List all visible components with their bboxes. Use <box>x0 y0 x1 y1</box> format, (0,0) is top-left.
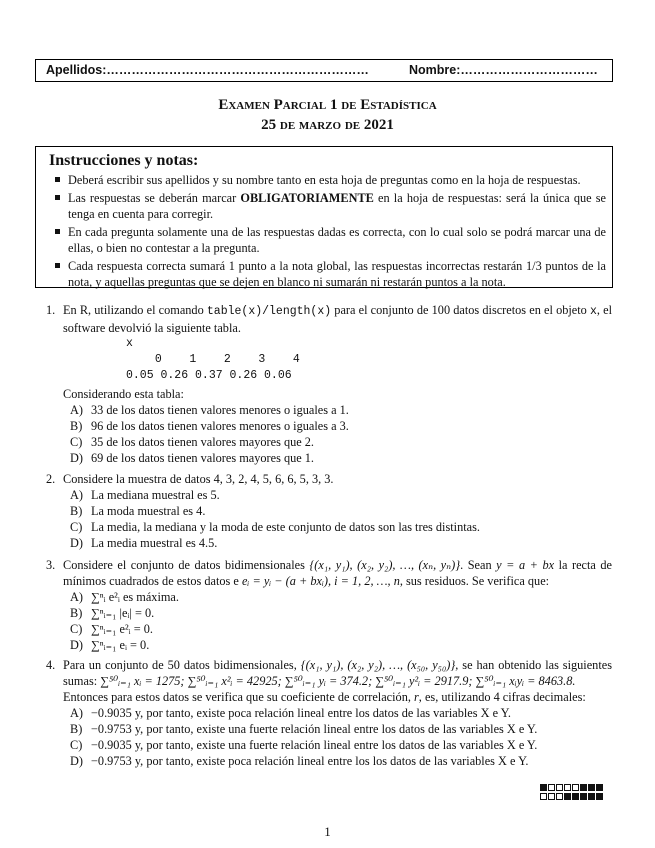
options <box>70 487 612 551</box>
code-row <box>540 784 603 791</box>
bullet-icon <box>55 177 60 182</box>
code-square <box>588 793 595 800</box>
code-square <box>596 793 603 800</box>
code-square <box>572 793 579 800</box>
options <box>70 705 612 769</box>
page-number: 1 <box>324 824 331 839</box>
question-4 <box>46 657 612 769</box>
question-2 <box>46 471 612 551</box>
option-c[interactable]: C) −0.9035 y, por tanto, existe una fuerte relación lineal entre los datos de las variables X e Y. <box>70 738 538 752</box>
question-stem-2: Entonces para estos datos se verifica que su coeficiente de correlación, r, es, utilizando 4 cifras decimales: <box>63 690 586 704</box>
bullet-icon <box>55 195 60 200</box>
options <box>70 589 612 653</box>
instruction-item: Deberá escribir sus apellidos y su nombre tanto en esta hoja de preguntas como en la hoja de respuestas. <box>49 172 606 188</box>
option-c[interactable]: C) La media, la mediana y la moda de este conjunto de datos son las tres distintas. <box>70 520 480 534</box>
question-3 <box>46 557 612 653</box>
option-a[interactable]: A) −0.9035 y, por tanto, existe poca relación lineal entre los datos de las variables X e Y. <box>70 706 512 720</box>
code-square <box>564 793 571 800</box>
code-square <box>596 784 603 791</box>
option-a[interactable]: A) 33 de los datos tienen valores menores o iguales a 1. <box>70 403 349 417</box>
question-note: Considerando esta tabla: <box>63 387 184 401</box>
option-d[interactable]: D) La media muestral es 4.5. <box>70 536 218 550</box>
option-b[interactable]: B) −0.9753 y, por tanto, existe una fuerte relación lineal entre los datos de las variables X e Y. <box>70 722 538 736</box>
option-b[interactable]: B) ∑ⁿᵢ₌₁ |eᵢ| = 0. <box>70 606 155 620</box>
code-square <box>556 793 563 800</box>
question-stem: Considere el conjunto de datos bidimensionales {(x₁, y₁), (x₂, y₂), …, (xₙ, yₙ)}. Sean y = a + bx la recta de mínimos cuadrados de estos datos e eᵢ = yᵢ − (a + bxᵢ), i = 1, 2, …, n, sus residuos. Se verifica que: <box>63 558 612 588</box>
bullet-icon <box>55 229 60 234</box>
code-square <box>564 784 571 791</box>
option-c[interactable]: C) 35 de los datos tienen valores mayores que 2. <box>70 435 314 449</box>
frequency-table: x 0 1 2 3 4 0.05 0.26 0.37 0.26 0.06 <box>126 337 300 382</box>
nombre-field[interactable]: Nombre:…………………………… <box>409 63 598 77</box>
instructions-box <box>35 146 613 288</box>
exam-title: Examen Parcial 1 de Estadística <box>218 97 437 113</box>
question-number: 4. <box>46 658 56 672</box>
instruction-item: Cada respuesta correcta sumará 1 punto a la nota global, las respuestas incorrectas restarán 1/3 puntos de la nota, y aquellas preguntas que se dejen en blanco ni sumarán ni restarán puntos a la nota. <box>49 258 606 290</box>
options <box>70 402 612 466</box>
instruction-item: En cada pregunta solamente una de las respuestas dadas es correcta, con lo cual solo se podrá marcar una de ellas, o bien no contestar a la pregunta. <box>49 224 606 256</box>
option-b[interactable]: B) 96 de los datos tienen valores menores o iguales a 3. <box>70 419 349 433</box>
code-square <box>572 784 579 791</box>
option-a[interactable]: A) La mediana muestral es 5. <box>70 488 220 502</box>
code-square <box>548 784 555 791</box>
exam-date: 25 de marzo de 2021 <box>261 117 394 133</box>
option-b[interactable]: B) La moda muestral es 4. <box>70 504 206 518</box>
instructions-list <box>49 172 606 290</box>
option-a[interactable]: A) ∑ⁿᵢ e²ᵢ es máxima. <box>70 590 179 604</box>
apellidos-field[interactable]: Apellidos:……………………………………………………… <box>46 63 369 77</box>
code-square <box>556 784 563 791</box>
code-square <box>540 793 547 800</box>
question-stem: Considere la muestra de datos 4, 3, 2, 4, 5, 6, 6, 5, 3, 3. <box>63 472 334 486</box>
option-d[interactable]: D) 69 de los datos tienen valores mayores que 1. <box>70 451 314 465</box>
option-c[interactable]: C) ∑ⁿᵢ₌₁ e²ᵢ = 0. <box>70 622 153 636</box>
code-row <box>540 793 603 800</box>
question-number: 2. <box>46 472 56 486</box>
code-square <box>540 784 547 791</box>
question-stem: Para un conjunto de 50 datos bidimensionales, {(x₁, y₁), (x₂, y₂), …, (x₅₀, y₅₀)}, se han obtenido las siguientes sumas: ∑⁵⁰ᵢ₌₁ xᵢ = 1275; ∑⁵⁰ᵢ₌₁ x²ᵢ = 42925; ∑⁵⁰ᵢ₌₁ yᵢ = 374.2; ∑⁵⁰ᵢ₌₁ y²ᵢ = 2917.9; ∑⁵⁰ᵢ₌₁ xᵢyᵢ = 8463.8. <box>63 658 612 688</box>
name-box <box>35 59 613 82</box>
bullet-icon <box>55 263 60 268</box>
question-number: 1. <box>46 303 56 317</box>
question-1 <box>46 302 612 466</box>
option-d[interactable]: D) −0.9753 y, por tanto, existe poca relación lineal entre los los datos de las variables X e Y. <box>70 754 529 768</box>
instruction-item: Las respuestas se deberán marcar OBLIGATORIAMENTE en la hoja de respuestas: será la única que se tenga en cuenta para corregir. <box>49 190 606 222</box>
code-square <box>580 793 587 800</box>
code-square <box>580 784 587 791</box>
code-square <box>548 793 555 800</box>
question-stem: En R, utilizando el comando table(x)/length(x) para el conjunto de 100 datos discretos en el objeto x, el software devolvió la siguiente tabla. <box>63 303 613 335</box>
instructions-heading: Instrucciones y notas: <box>49 152 199 169</box>
code-square <box>588 784 595 791</box>
option-d[interactable]: D) ∑ⁿᵢ₌₁ eᵢ = 0. <box>70 638 150 652</box>
exam-code-squares <box>540 784 603 802</box>
question-number: 3. <box>46 558 56 572</box>
